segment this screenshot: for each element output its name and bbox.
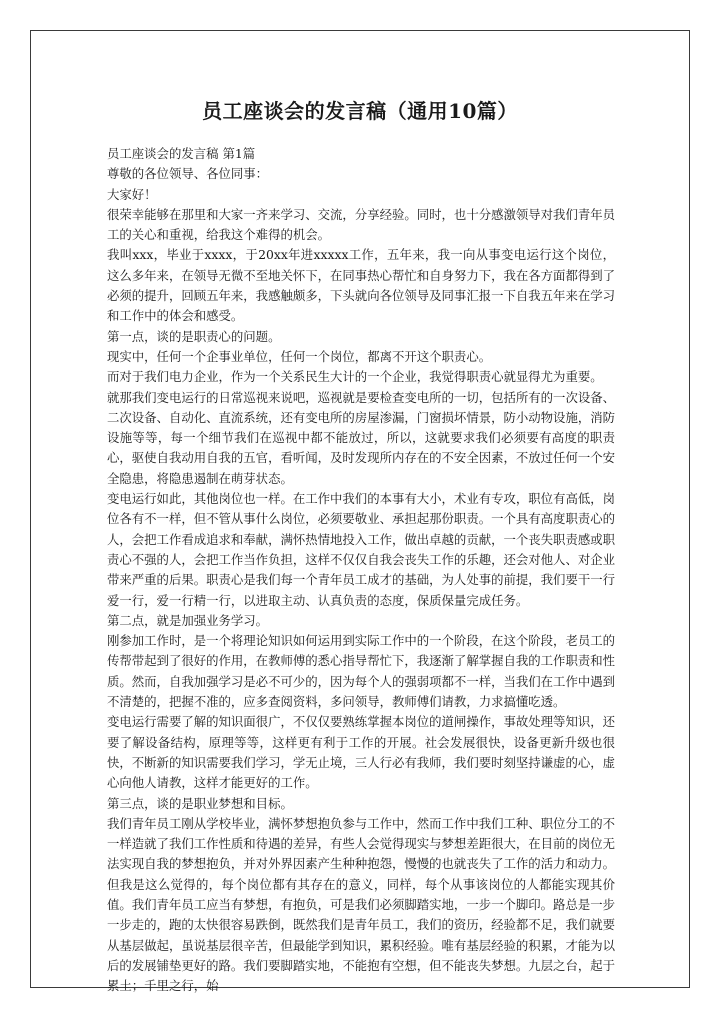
paragraph: 刚参加工作时，是一个将理论知识如何运用到实际工作中的一个阶段，在这个阶段，老员工的传帮带起到了很好的作用，在教师傅的悉心指导帮忙下，我逐渐了解掌握自我的工作职责和性质。然而，自我加强学习是必不可少的，因为每个人的强弱项都不一样，当我们在工作中遇到不清楚的，把握不准的，应多查阅资料，多问领导，教师傅们请教，力求搞懂吃透。	[107, 633, 616, 710]
document-body	[107, 144, 615, 996]
paragraph: 现实中，任何一个企事业单位，任何一个岗位，都离不开这个职责心。	[107, 348, 492, 364]
paragraph: 我叫xxx，毕业于xxxx，于20xx年进xxxxx工作，五年来，我一向从事变电运行这个岗位，这么多年来，在领导无微不至地关怀下，在同事热心帮忙和自身努力下，我在各方面都得到了必须的提升，回顾五年来，我感触颇多，下头就向各位领导及同事汇报一下自我五年来在学习和工作中的体会和感受。	[107, 247, 616, 324]
paragraph: 员工座谈会的发言稿 第1篇	[107, 146, 256, 161]
document-title: 员工座谈会的发言稿（通用10篇）	[202, 99, 518, 123]
paragraph: 就那我们变电运行的日常巡视来说吧，巡视就是要检查变电所的一切，包括所有的一次设备、二次设备、自动化、直流系统，还有变电所的房屋渗漏，门窗损坏情景，防小动物设施，消防设施等等，每一个细节我们在巡视中都不能放过，所以，这就要求我们必须要有高度的职责心，驱使自我动用自我的五官，看听闻，及时发现所内存在的不安全因素，不放过任何一个安全隐患，将隐患遏制在萌芽状态。	[107, 389, 616, 486]
paragraph: 很荣幸能够在那里和大家一齐来学习、交流，分享经验。同时，也十分感激领导对我们青年员工的关心和重视，给我这个难得的机会。	[107, 206, 616, 243]
paragraph: 我们青年员工刚从学校毕业，满怀梦想抱负参与工作中，然而工作中我们工种、职位分工的不一样造就了我们工作性质和待遇的差异，有些人会觉得现实与梦想差距很大，在目前的岗位无法实现自我的梦想抱负，并对外界因素产生种种抱怨，慢慢的也就丧失了工作的活力和动力。但我是这么觉得的，每个岗位都有其存在的意义，同样，每个从事该岗位的人都能实现其价值。我们青年员工应当有梦想，有抱负，可是我们必须脚踏实地，一步一个脚印。路总是一步一步走的，跑的太快很容易跌倒，既然我们是青年员工，我们的资历，经验都不足，我们就要从基层做起，虽说基层很辛苦，但最能学到知识，累积经验。唯有基层经验的积累，才能为以后的发展铺垫更好的路。我们要脚踏实地，不能抱有空想，但不能丧失梦想。九层之台，起于累土；千里之行，始	[107, 815, 616, 994]
paragraph: 而对于我们电力企业，作为一个关系民生大计的一个企业，我觉得职责心就显得尤为重要。	[107, 369, 603, 385]
paragraph: 大家好！	[107, 186, 157, 202]
paragraph: 第一点，谈的是职责心的问题。	[107, 328, 281, 344]
paragraph: 第二点，就是加强业务学习。	[107, 612, 269, 628]
paragraph: 尊敬的各位领导、各位同事：	[107, 166, 269, 182]
paragraph: 变电运行如此，其他岗位也一样。在工作中我们的本事有大小，术业有专攻，职位有高低，岗位各有不一样，但不管从事什么岗位，必须要敬业、承担起那份职责。一个具有高度职责心的人，会把工作看成追求和奉献，满怀热情地投入工作，做出卓越的贡献，一个丧失职责感或职责心不强的人，会把工作当作负担，这样不仅仅自我会丧失工作的乐趣，还会对他人、对企业带来严重的后果。职责心是我们每一个青年员工成才的基础，为人处事的前提，我们要干一行爱一行，爱一行精一行，以进取主动、认真负责的态度，保质保量完成任务。	[107, 491, 616, 608]
paragraph: 第三点，谈的是职业梦想和目标。	[107, 795, 293, 811]
paragraph: 变电运行需要了解的知识面很广，不仅仅要熟练掌握本岗位的道闸操作，事故处理等知识，还要了解设备结构，原理等等，这样更有利于工作的开展。社会发展很快，设备更新升级也很快，不断新的知识需要我们学习，学无止境，三人行必有我师，我们要时刻坚持谦虚的心，虚心向他人请教，这样才能更好的工作。	[107, 714, 616, 791]
